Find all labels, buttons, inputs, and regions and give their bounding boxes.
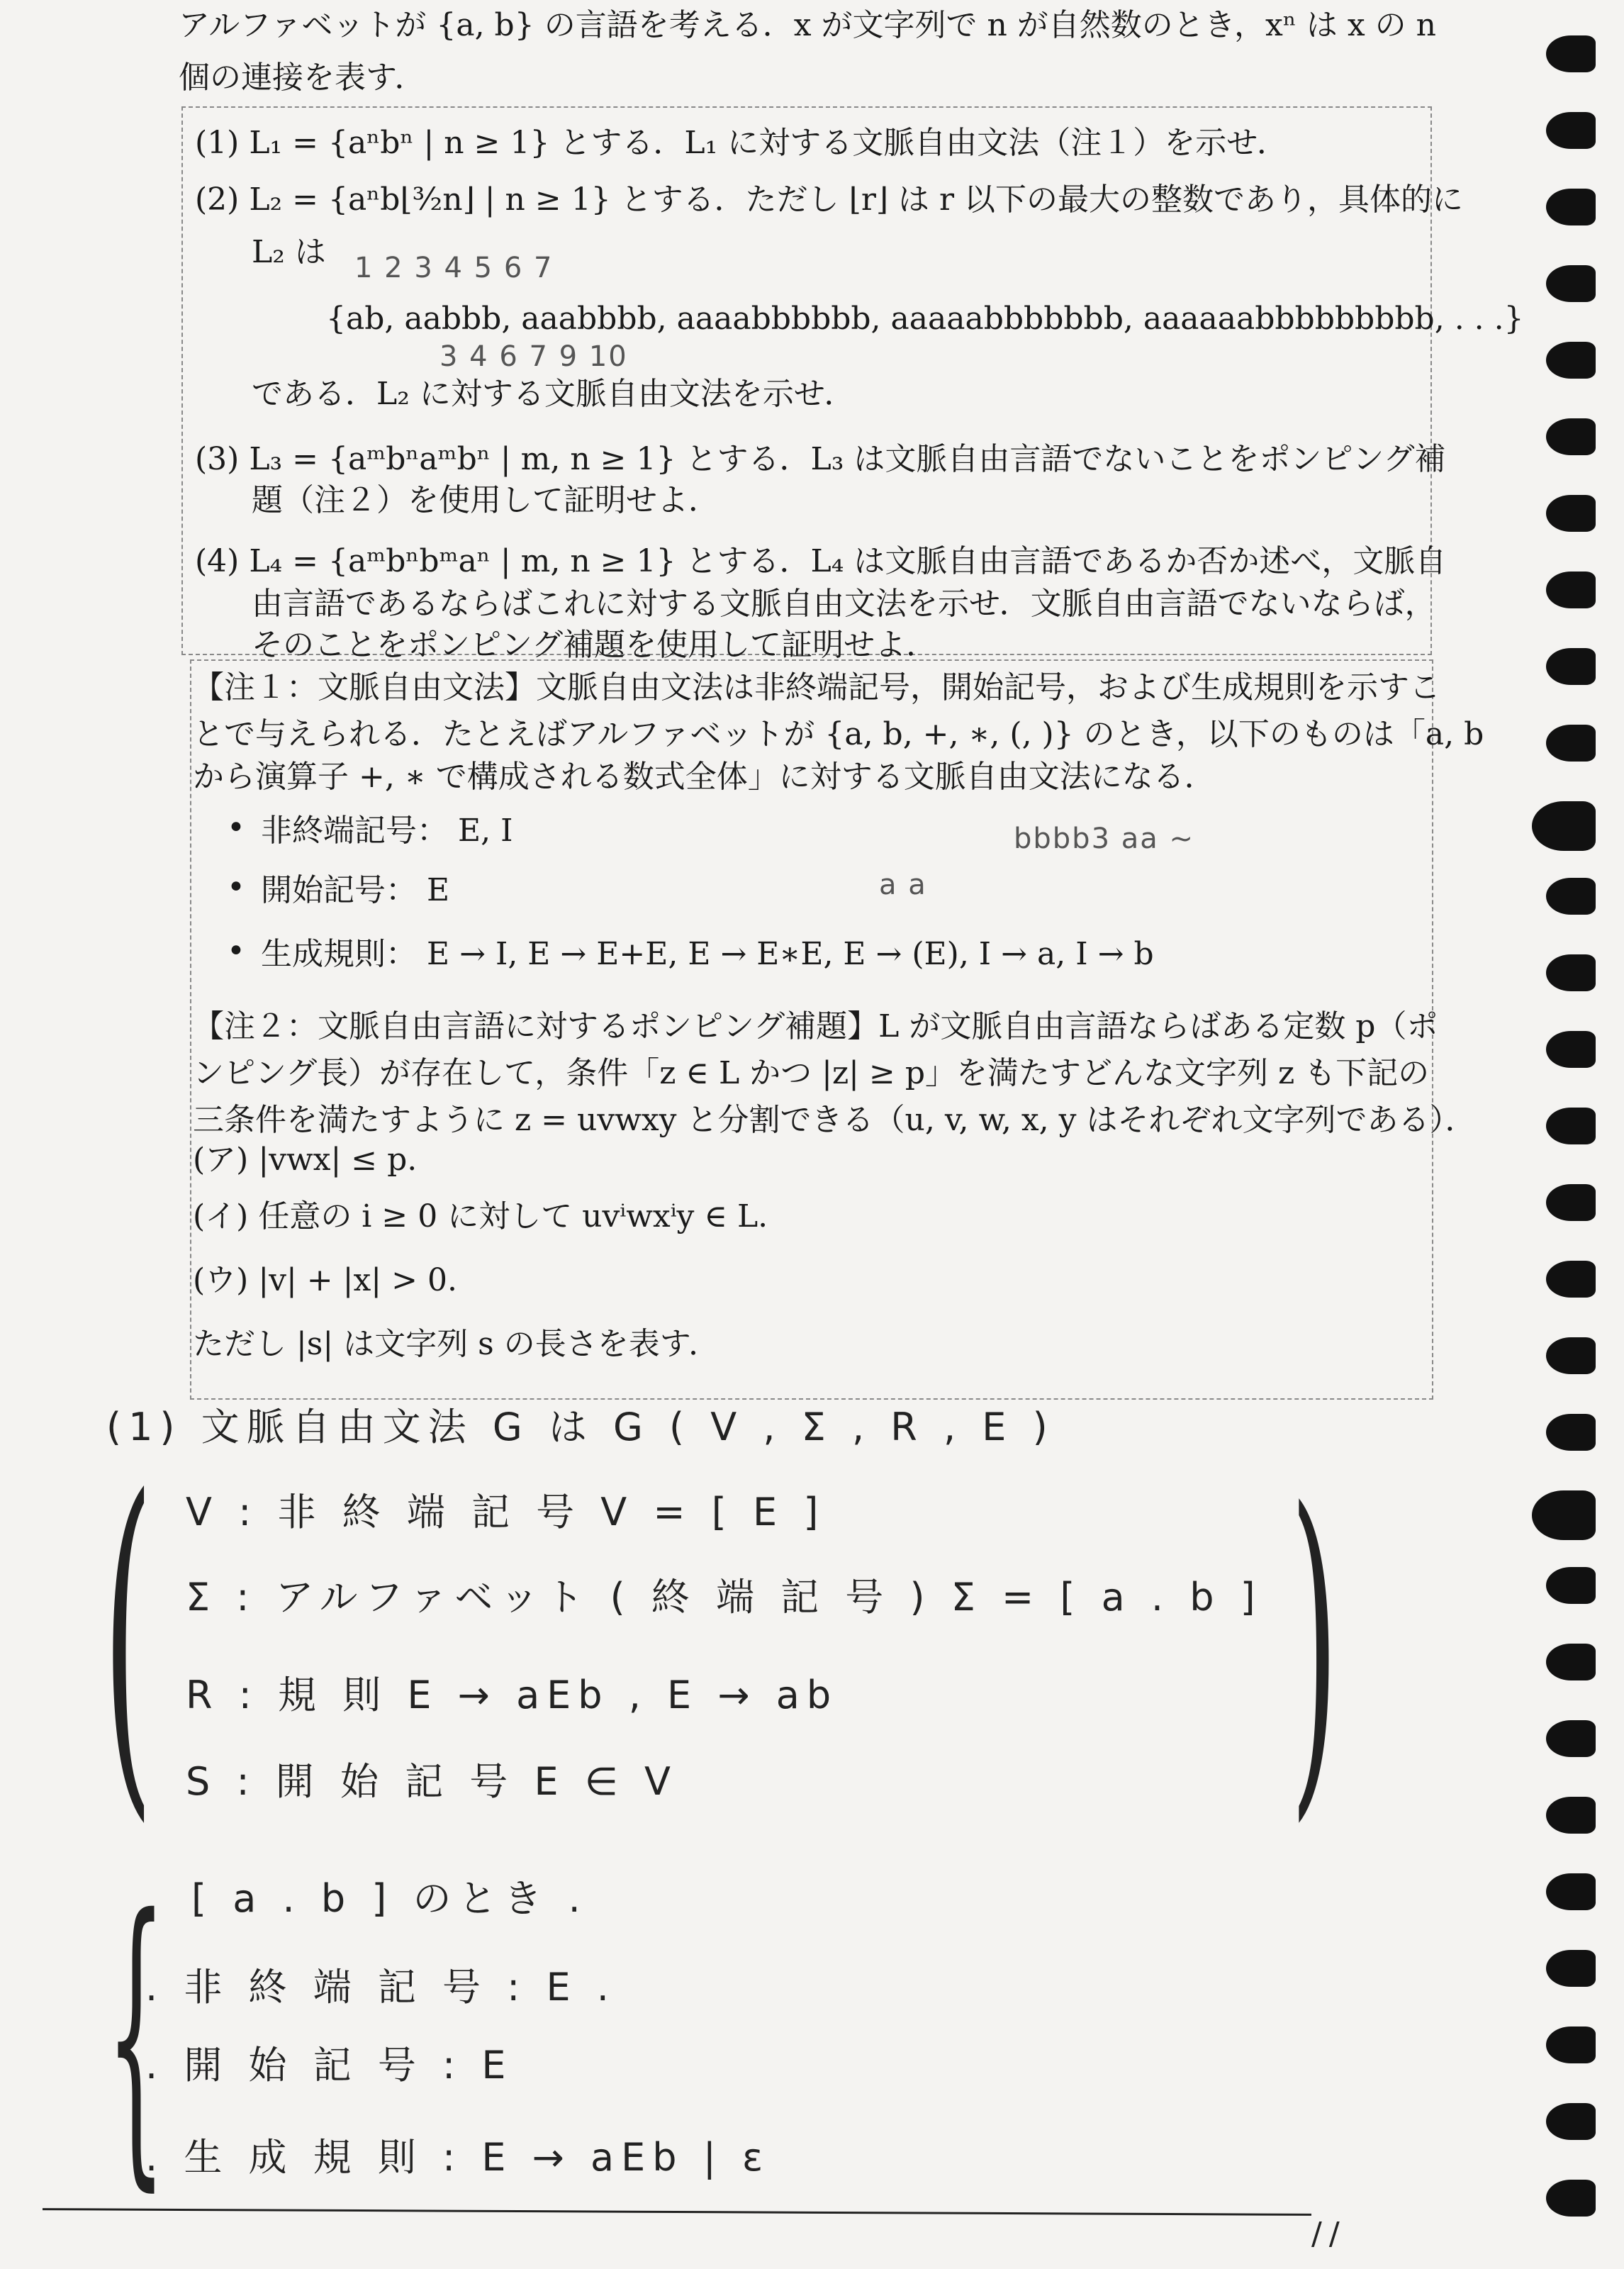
binding-ring — [1546, 1108, 1596, 1144]
bullet-3: • — [227, 933, 245, 969]
binding-ring — [1532, 1490, 1596, 1540]
answer-line-nonterminals: V : 非 終 端 記 号 V = [ E ] — [186, 1490, 826, 1534]
binding-ring — [1546, 1873, 1596, 1910]
note-1-line-3: から演算子 +, ∗ で構成される数式全体」に対する文脈自由文法になる． — [193, 759, 1216, 795]
question-2-line-2: L₂ は — [252, 234, 326, 270]
left-paren: ( — [103, 1423, 154, 1853]
handwritten-scribble-2: a a — [879, 869, 927, 901]
note-1-item-nonterminals: 非終端記号： E, I — [261, 813, 513, 849]
question-2-example-set: {ab, aabbb, aaabbbb, aaaabbbbbb, aaaaabbbbbbb, aaaaaabbbbbbbbb, . . .} — [326, 301, 1524, 337]
question-3-line-2: 題（注２）を使用して証明せよ． — [252, 482, 719, 518]
binding-ring — [1546, 1644, 1596, 1680]
question-4-line-2: 由言語であるならばこれに対する文脈自由文法を示せ．文脈自由言語でないならば， — [252, 586, 1436, 622]
binding-ring — [1546, 1031, 1596, 1068]
lemma-condition-i: (イ) 任意の i ≥ 0 に対して uvⁱwxⁱy ∈ L. — [193, 1198, 768, 1234]
handwritten-numbers-top: 1 2 3 4 5 6 7 — [354, 252, 554, 284]
lemma-condition-a: (ア) |vwx| ≤ p. — [193, 1142, 418, 1178]
answer-line-1: (1) 文脈自由文法 G は G ( V , Σ , R , E ) — [106, 1405, 1055, 1449]
question-1: (1) L₁ = {aⁿbⁿ | n ≥ 1} とする．L₁ に対する文脈自由文法（注１）を示せ． — [195, 125, 1288, 161]
question-4-line-1: (4) L₄ = {aᵐbⁿbᵐaⁿ | m, n ≥ 1} とする．L₄ は文脈自由言語であるか否か述べ，文脈自 — [195, 543, 1447, 579]
binding-ring — [1546, 189, 1596, 225]
note-2-line-2: ンピング長）が存在して，条件「z ∈ L かつ |z| ≥ p」を満たすどんな文字列 z も下記の — [193, 1055, 1430, 1091]
answer-line-when: [ a . b ] のとき . — [191, 1876, 588, 1921]
binding-ring — [1546, 2103, 1596, 2140]
binding-ring — [1546, 648, 1596, 685]
question-4-line-3: そのことをポンピング補題を使用して証明せよ． — [252, 627, 938, 663]
bullet-1: • — [227, 810, 245, 846]
note-2-line-3: 三条件を満たすように z = uvwxy と分割できる（u, v, w, x, y はそれぞれ文字列である）． — [193, 1102, 1477, 1138]
binding-ring — [1546, 1414, 1596, 1451]
intro-line-1: アルファベットが {a, b} の言語を考える．x が文字列で n が自然数のとき，xⁿ は x の n — [179, 7, 1436, 43]
binding-ring — [1546, 954, 1596, 991]
answer-line-rules: R : 規 則 E → aEb , E → ab — [186, 1673, 839, 1717]
end-mark: // — [1311, 2216, 1347, 2252]
note-1-item-rules: 生成規則： E → I, E → E+E, E → E∗E, E → (E), I → a, I → b — [261, 936, 1154, 972]
binding-ring — [1546, 35, 1596, 72]
binding-ring — [1546, 112, 1596, 149]
binding-ring — [1546, 2180, 1596, 2217]
binding-ring — [1546, 265, 1596, 302]
binding-ring — [1546, 1797, 1596, 1834]
binding-ring — [1546, 1567, 1596, 1604]
answer-line-nonterminal-symbol: . 非 終 端 記 号 : E . — [145, 1965, 616, 2009]
binding-ring — [1546, 1261, 1596, 1298]
binding-ring — [1546, 418, 1596, 455]
note-2-tail: ただし |s| は文字列 s の長さを表す． — [193, 1326, 720, 1362]
underline — [43, 2208, 1311, 2216]
bullet-2: • — [227, 869, 245, 905]
binding-ring — [1546, 1337, 1596, 1374]
binding-ring — [1532, 801, 1596, 851]
answer-line-alphabet: Σ : アルファベット ( 終 端 記 号 ) Σ = [ a . b ] — [186, 1575, 1262, 1619]
question-3-line-1: (3) L₃ = {aᵐbⁿaᵐbⁿ | m, n ≥ 1} とする．L₃ は文脈自由言語でないことをポンピング補 — [195, 441, 1446, 477]
answer-line-production: . 生 成 規 則 : E → aEb | ε — [145, 2135, 771, 2180]
binding-ring — [1546, 495, 1596, 532]
note-1-line-2: とで与えられる．たとえばアルファベットが {a, b, +, ∗, (, )} のとき，以下のものは「a, b — [193, 716, 1484, 752]
right-paren: ) — [1290, 1439, 1339, 1851]
binding-ring — [1546, 1184, 1596, 1221]
intro-line-2: 個の連接を表す． — [179, 60, 426, 96]
note-2-line-1: 【注２：文脈自由言語に対するポンピング補題】L が文脈自由言語ならばある定数 p（ポ — [193, 1008, 1438, 1044]
note-1-line-1: 【注１：文脈自由文法】文脈自由文法は非終端記号，開始記号，および生成規則を示すこ — [193, 669, 1440, 706]
answer-line-start: S : 開 始 記 号 E ∈ V — [186, 1759, 678, 1804]
answer-line-start-symbol: . 開 始 記 号 : E — [145, 2043, 513, 2087]
question-2-line-4: である．L₂ に対する文脈自由文法を示せ． — [252, 376, 856, 412]
binding-ring — [1546, 1950, 1596, 1987]
question-2-line-1: (2) L₂ = {aⁿb⌊³⁄₂n⌋ | n ≥ 1} とする．ただし ⌊r⌋ は r 以下の最大の整数であり，具体的に — [195, 182, 1464, 218]
binding-ring — [1546, 342, 1596, 379]
binding-ring — [1546, 572, 1596, 608]
binding-ring — [1546, 2027, 1596, 2063]
handwritten-numbers-bottom: 3 4 6 7 9 10 — [439, 340, 628, 373]
left-brace: { — [106, 1853, 166, 2217]
binding-ring — [1546, 725, 1596, 762]
binding-ring — [1546, 878, 1596, 915]
handwritten-scribble-1: bbbb3 aa ~ — [1014, 823, 1194, 855]
lemma-condition-u: (ウ) |v| + |x| > 0. — [193, 1262, 457, 1298]
note-1-item-start-symbol: 開始記号： E — [261, 872, 450, 908]
binding-ring — [1546, 1720, 1596, 1757]
